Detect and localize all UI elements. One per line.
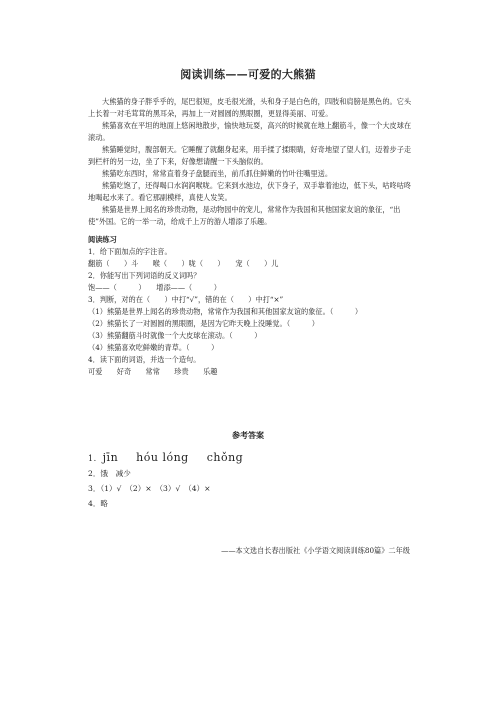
exercise-heading: 阅读练习: [88, 235, 117, 244]
paragraph-6: 熊猫是世界上闻名的珍贵动物，是动物园中的宠儿，常常作为我国和其他国家友谊的象征，“出使”外国。它的一举一动，给成千上万的游人增添了乐趣。: [88, 205, 401, 226]
question-4: 4．读下面的词语，并选一个造句。: [88, 355, 201, 364]
paragraph-3: 熊猫睡觉时，腹部朝天。它睡醒了就翻身起来，用手揉了揉眼睛，好奇地望了望人们，迈着步子走到栏杆的另一边，坐了下来，好像想请醒一下头脑似的。: [88, 145, 412, 166]
paragraph-2: 熊猫喜欢在平坦的地面上悠闲地散步，愉快地玩耍，高兴的时候就在地上翻筋斗，像一个大皮球在滚动。: [88, 121, 412, 142]
question-3-item-2: （2）熊猫长了一对圆圆的黑眼圈，是因为它昨天晚上没睡觉。（ ）: [88, 319, 319, 328]
source-note: ——本文选自长春出版社《小学语文阅读训练80篇》二年级: [221, 546, 410, 555]
answer-4: 4．略: [88, 499, 109, 508]
article-body: [88, 96, 414, 378]
question-3-item-4: （4）熊猫喜欢吃鲜嫩的青草。（ ）: [88, 343, 219, 352]
paragraph-5: 熊猫吃饱了，还得喝口水润润喉咙。它来到水池边，伏下身子，双手靠着池边，低下头，咕咚咕咚地喝起水来了。看它那副模样，真使人发笑。: [88, 181, 412, 202]
question-3-item-1: （1）熊猫是世界上闻名的珍贵动物，常常作为我国和其他国家友谊的象征。（ ）: [88, 307, 363, 316]
question-1-items: 翻筋（ ）斗 喉（ ）咙（ ） 宠（ ）儿: [88, 259, 279, 268]
paragraph-1: 大熊猫的身子胖乎乎的，尾巴很短，皮毛很光滑，头和身子是白色的，四肢和肩膀是黑色的。它头上长着一对毛茸茸的黑耳朵，再加上一对圆圆的黑眼圈，更显得美丽、可爱。: [88, 97, 412, 118]
question-3: 3．判断，对的在（ ）中打“√”，错的在（ ）中打“×”: [88, 295, 284, 304]
answer-1-pinyin-3: chǒng: [206, 451, 244, 464]
question-2-items: 饱——（ ） 增添——（ ）: [88, 283, 221, 292]
answer-1-pinyin-2: hóu lóng: [136, 451, 189, 464]
question-2: 2．你能写出下列词语的反义词吗？: [88, 271, 201, 280]
page-title: 阅读训练——可爱的大熊猫: [180, 68, 316, 81]
answer-2: 2．饿 减少: [88, 469, 131, 478]
answers-block: [88, 450, 414, 511]
answers-heading: 参考答案: [232, 430, 264, 440]
answer-1: [88, 450, 414, 466]
question-4-items: 可爱 好奇 常常 珍贵 乐趣: [88, 367, 218, 376]
answer-1-pinyin-1: jīn: [102, 451, 119, 464]
question-3-item-3: （3）熊猫翻筋斗时就像一个大皮球在滚动。（ ）: [88, 331, 262, 340]
question-1: 1．给下面加点的字注音。: [88, 247, 172, 256]
answer-1-number: 1.: [88, 454, 97, 463]
answer-3: 3．（1）√ （2）× （3）√ （4）×: [88, 484, 211, 493]
paragraph-4: 熊猫吃东西时，常常直着身子盘腿而坐，前爪抓住鲜嫩的竹叶往嘴里送。: [102, 169, 333, 178]
